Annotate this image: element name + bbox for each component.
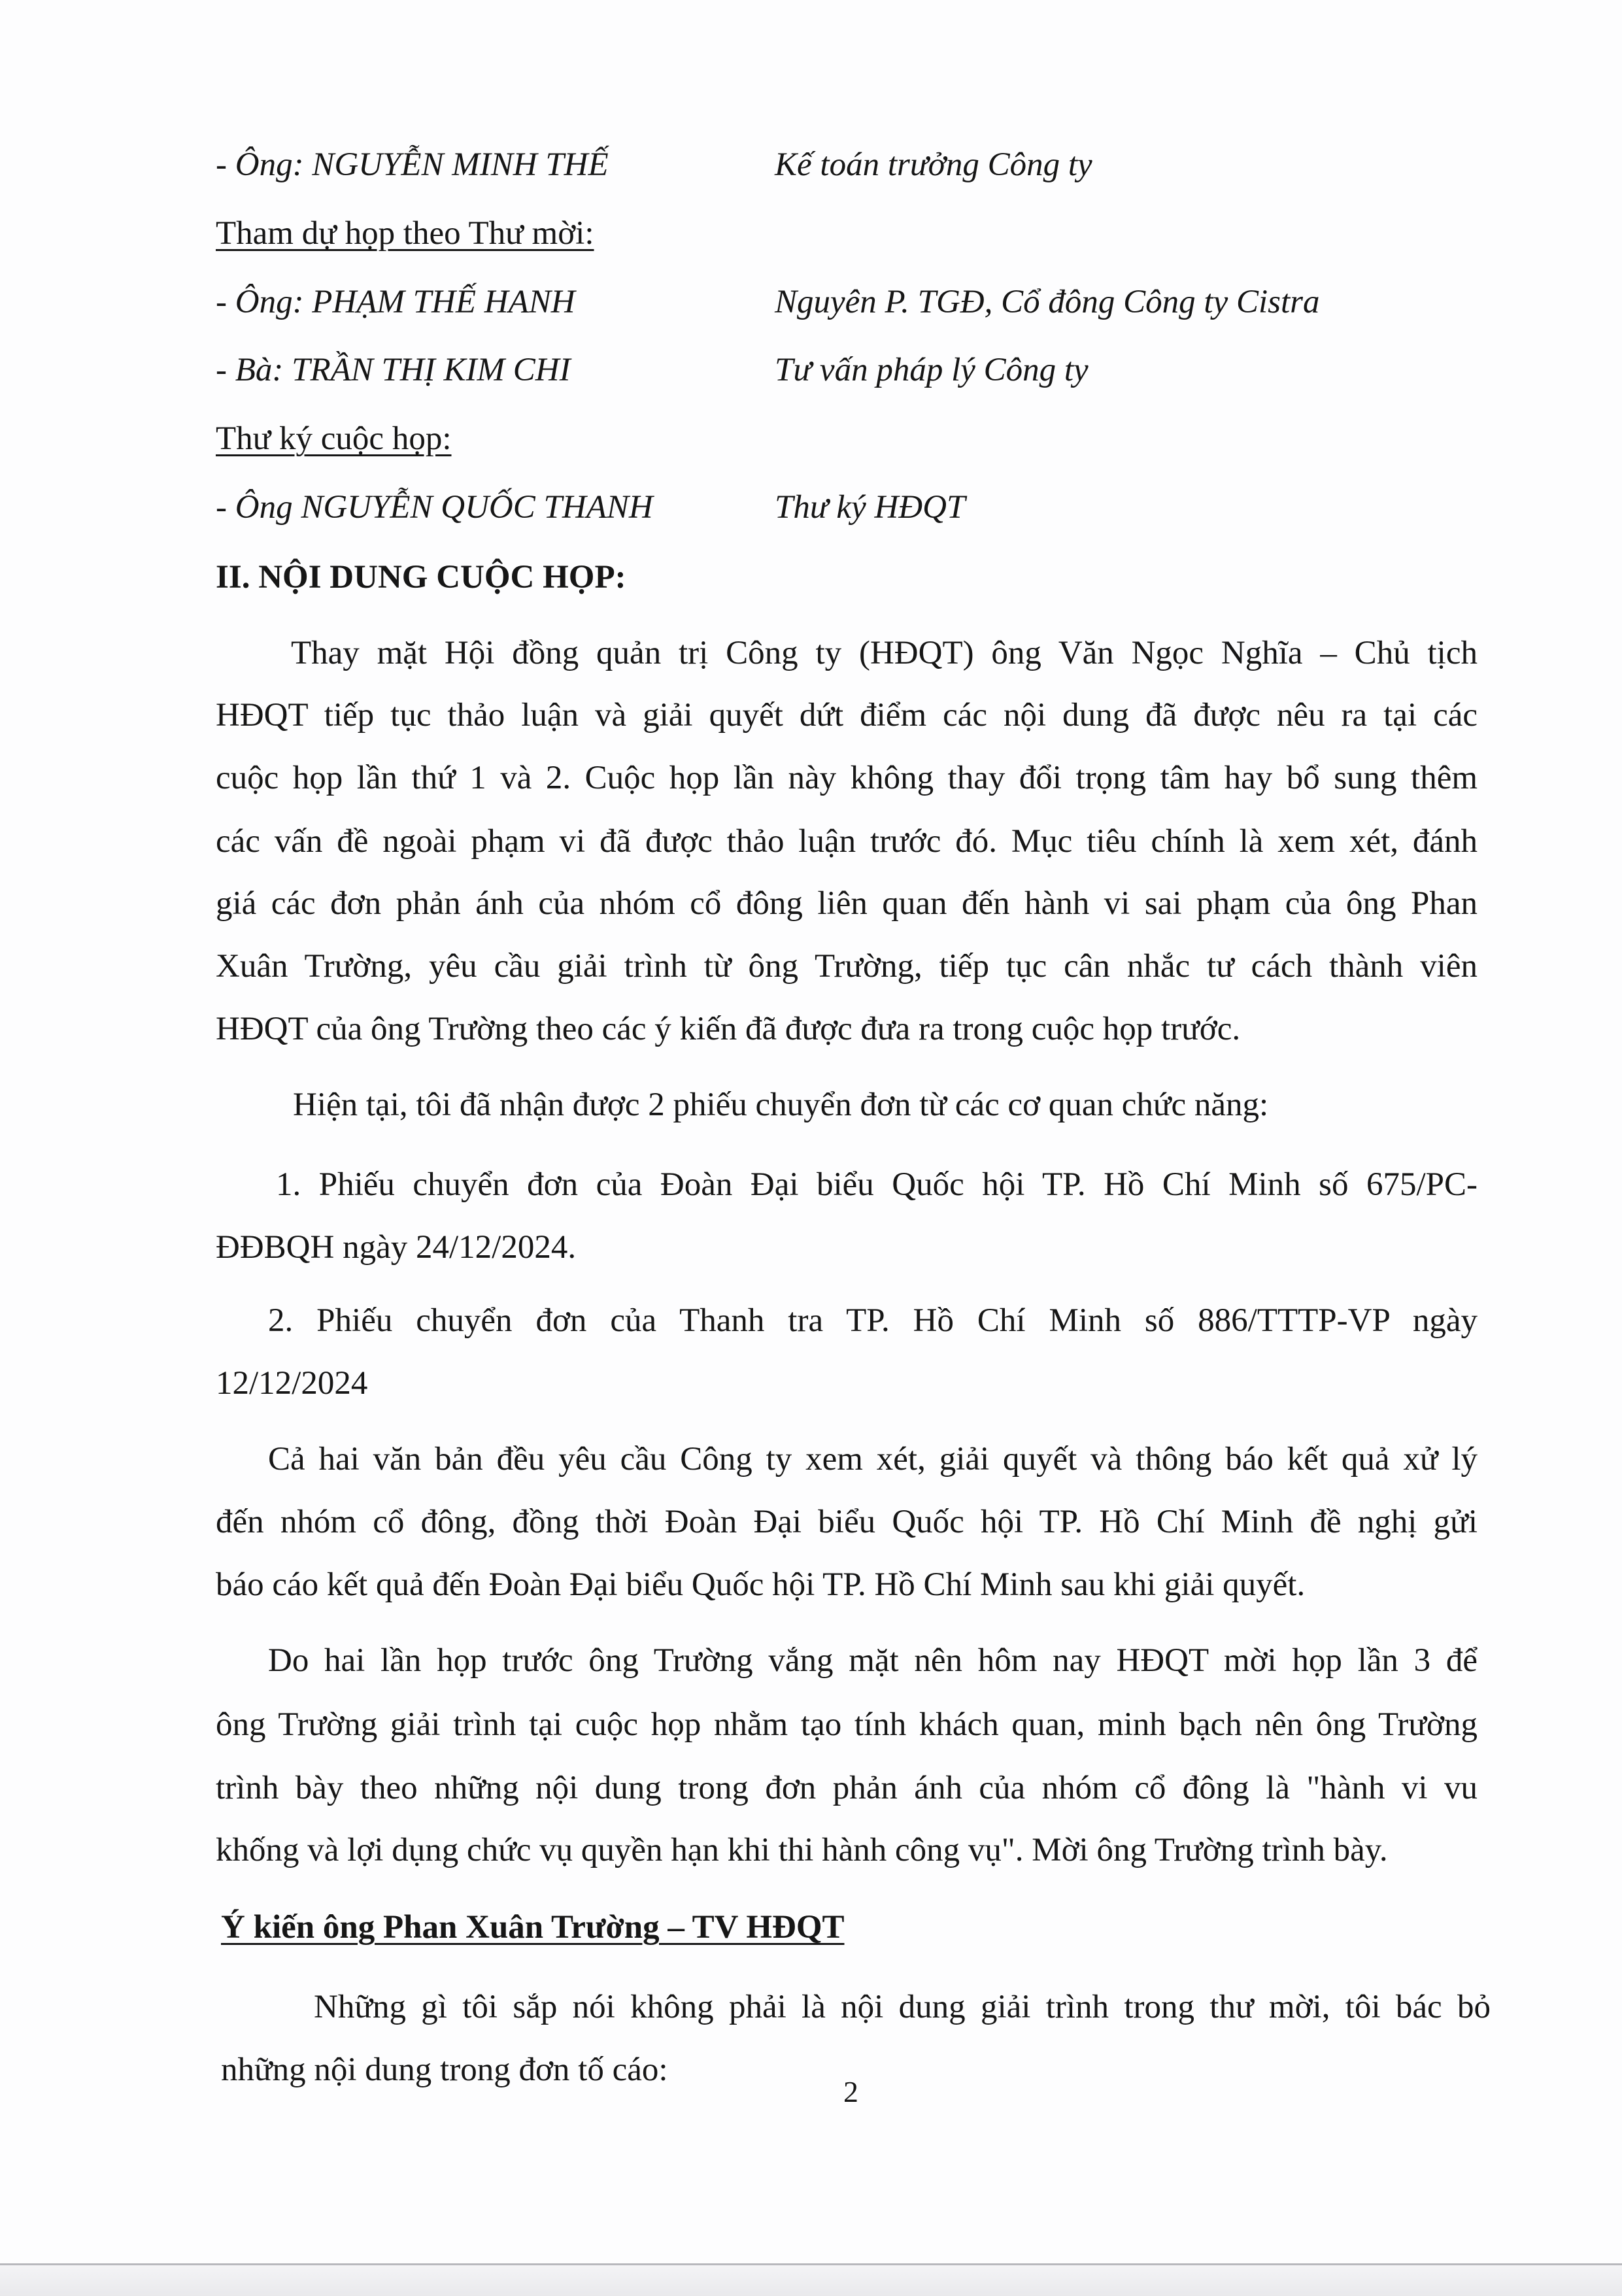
paragraph-line: Cả hai văn bản đều yêu cầu Công ty xem xét, giải quyết và thông báo kết quả xử lý — [268, 1441, 1478, 1477]
paragraph-line: Thay mặt Hội đồng quản trị Công ty (HĐQT) ông Văn Ngọc Nghĩa – Chủ tịch — [291, 635, 1478, 671]
list-item-line: 1. Phiếu chuyển đơn của Đoàn Đại biểu Quốc hội TP. Hồ Chí Minh số 675/PC- — [276, 1166, 1478, 1203]
paragraph-line: các vấn đề ngoài phạm vi đã được thảo luận trước đó. Mục tiêu chính là xem xét, đánh — [216, 823, 1478, 860]
paragraph-line: đến nhóm cổ đông, đồng thời Đoàn Đại biểu Quốc hội TP. Hồ Chí Minh đề nghị gửi — [216, 1504, 1478, 1540]
paragraph-line: HĐQT tiếp tục thảo luận và giải quyết dứt điểm các nội dung đã được nêu ra tại các — [216, 697, 1478, 734]
list-item-line: 2. Phiếu chuyển đơn của Thanh tra TP. Hồ Chí Minh số 886/TTTP-VP ngày — [268, 1302, 1478, 1339]
paragraph-line: Những gì tôi sắp nói không phải là nội dung giải trình trong thư mời, tôi bác bỏ — [314, 1989, 1491, 2025]
invited-role: Nguyên P. TGĐ, Cổ đông Công ty Cistra — [775, 284, 1320, 320]
invited-role: Tư vấn pháp lý Công ty — [775, 352, 1089, 388]
attendee-name: - Ông: NGUYỄN MINH THẾ — [216, 146, 609, 183]
invited-name: - Ông: PHẠM THẾ HANH — [216, 284, 575, 320]
secretary-role: Thư ký HĐQT — [775, 489, 966, 526]
invited-name: - Bà: TRẦN THỊ KIM CHI — [216, 352, 571, 388]
opinion-heading: Ý kiến ông Phan Xuân Trường – TV HĐQT — [221, 1909, 845, 1946]
paragraph-line: những nội dung trong đơn tố cáo: — [221, 2051, 668, 2088]
attendee-role: Kế toán trưởng Công ty — [775, 146, 1092, 183]
scan-bottom-edge — [0, 2263, 1622, 2296]
paragraph-line: HĐQT của ông Trường theo các ý kiến đã được đưa ra trong cuộc họp trước. — [216, 1011, 1241, 1047]
paragraph-line: Xuân Trường, yêu cầu giải trình từ ông Trường, tiếp tục cân nhắc tư cách thành viên — [216, 948, 1478, 985]
paragraph-line: trình bày theo những nội dung trong đơn phản ánh của nhóm cổ đông là "hành vi vu — [216, 1770, 1478, 1806]
paragraph-line: Hiện tại, tôi đã nhận được 2 phiếu chuyển đơn từ các cơ quan chức năng: — [293, 1087, 1269, 1123]
paragraph-line: ông Trường giải trình tại cuộc họp nhằm tạo tính khách quan, minh bạch nên ông Trường — [216, 1706, 1478, 1743]
list-item-line: 12/12/2024 — [216, 1365, 368, 1402]
page-number: 2 — [843, 2075, 858, 2108]
invited-heading: Tham dự họp theo Thư mời: — [216, 215, 594, 252]
secretary-name: - Ông NGUYỄN QUỐC THANH — [216, 489, 653, 526]
secretary-heading: Thư ký cuộc họp: — [216, 420, 452, 457]
paragraph-line: giá các đơn phản ánh của nhóm cổ đông liên quan đến hành vi sai phạm của ông Phan — [216, 885, 1478, 922]
list-item-line: ĐĐBQH ngày 24/12/2024. — [216, 1229, 577, 1266]
section-heading: II. NỘI DUNG CUỘC HỌP: — [216, 559, 626, 596]
paragraph-line: báo cáo kết quả đến Đoàn Đại biểu Quốc hội TP. Hồ Chí Minh sau khi giải quyết. — [216, 1566, 1306, 1603]
paragraph-line: cuộc họp lần thứ 1 và 2. Cuộc họp lần này không thay đổi trọng tâm hay bổ sung thêm — [216, 760, 1478, 796]
paragraph-line: khống và lợi dụng chức vụ quyền hạn khi thi hành công vụ". Mời ông Trường trình bày. — [216, 1832, 1388, 1868]
paragraph-line: Do hai lần họp trước ông Trường vắng mặt nên hôm nay HĐQT mời họp lần 3 để — [268, 1642, 1478, 1679]
